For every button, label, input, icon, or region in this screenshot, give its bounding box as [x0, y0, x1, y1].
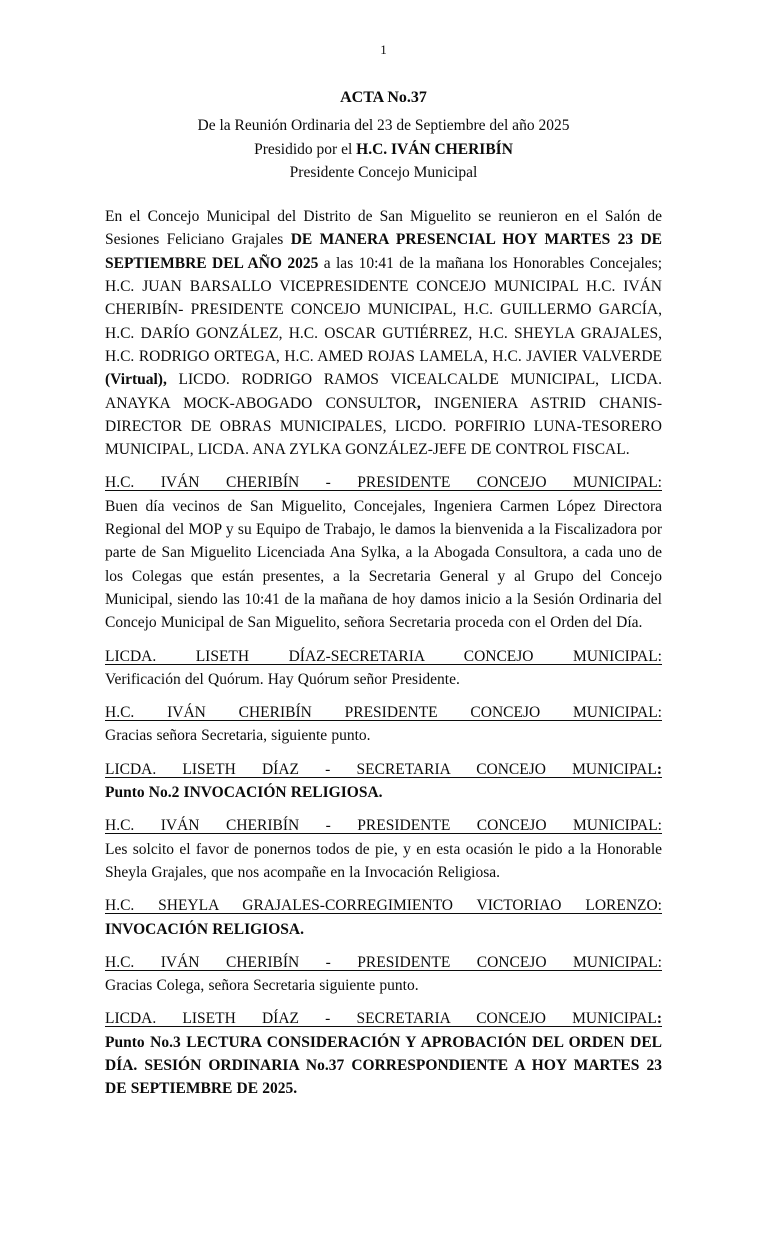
- speech-secretaria-punto-2: [105, 758, 662, 805]
- section-header: [105, 758, 662, 781]
- speech-presidente-gracias-1: [105, 701, 662, 748]
- text-run: H.C. IVÁN CHERIBÍN - PRESIDENTE CONCEJO MUNICIPAL:: [105, 817, 662, 835]
- text-run: Gracias Colega, señora Secretaria siguiente punto.: [105, 977, 419, 995]
- section-paragraph: [105, 724, 662, 747]
- text-run: En el Concejo Municipal del Distrito de San Miguelito se reunieron en el Salón de Sesiones Feliciano Grajales: [105, 208, 662, 249]
- text-run: Punto No.3 LECTURA CONSIDERACIÓN Y APROBACIÓN DEL ORDEN DEL DÍA. SESIÓN ORDINARIA No.37 CORRESPONDIENTE A HOY MARTES 23 DE SEPTIEMBRE DE 2025.: [105, 1033, 662, 1098]
- section-paragraph: [105, 918, 662, 941]
- text-run: H.C. IVÁN CHERIBÍN - PRESIDENTE CONCEJO MUNICIPAL:: [105, 953, 662, 971]
- subtitle-presided-prefix: Presidido por el: [254, 140, 357, 158]
- text-run: :: [656, 760, 662, 778]
- text-run: :: [656, 1010, 662, 1028]
- subtitle-presided-line: [105, 138, 662, 161]
- section-paragraph: [105, 1031, 662, 1101]
- text-run: Buen día vecinos de San Miguelito, Concejales, Ingeniera Carmen López Directora Regional del MOP y su Equipo de Trabajo, le damos la bienvenida a la Fiscalizadora por parte de San Miguelito Licenciada Ana Sylka, a la Abogada Consultora, a cada uno de los Colegas que están presentes, a la Secretaria General y al Grupo del Concejo Municipal, siendo las 10:41 de la mañana de hoy damos inicio a la Sesión Ordinaria del Concejo Municipal de San Miguelito, señora Secretaria proceda con el Orden del Día.: [105, 497, 662, 632]
- opening-attendance-paragraph: [105, 205, 662, 461]
- text-run: INVOCACIÓN RELIGIOSA.: [105, 920, 304, 938]
- document-subtitle: [105, 114, 662, 184]
- text-run: ,: [416, 394, 421, 412]
- text-run: Verificación del Quórum. Hay Quórum señor Presidente.: [105, 670, 460, 688]
- document-body: [105, 205, 662, 1100]
- section-header: [105, 1007, 662, 1030]
- text-run: LICDA. LISETH DÍAZ - SECRETARIA CONCEJO MUNICIPAL: [105, 760, 657, 778]
- text-run: Punto No.2 INVOCACIÓN RELIGIOSA.: [105, 784, 383, 802]
- text-run: a las 10:41 de la mañana los Honorables Concejales; H.C. JUAN BARSALLO VICEPRESIDENTE CONCEJO MUNICIPAL H.C. IVÁN CHERIBÍN- PRESIDENTE CONCEJO MUNICIPAL, H.C. GUILLERMO GARCÍA, H.C. DARÍO GONZÁLEZ, H.C. OSCAR GUTIÉRREZ, H.C. SHEYLA GRAJALES, H.C. RODRIGO ORTEGA, H.C. AMED ROJAS LAMELA, H.C. JAVIER VALVERDE: [105, 254, 663, 365]
- text-run: Les solcito el favor de ponernos todos de pie, y en esta ocasión le pido a la Honorable Sheyla Grajales, que nos acompañe en la Invocación Religiosa.: [105, 840, 662, 881]
- text-run: LICDO. RODRIGO RAMOS VICEALCALDE MUNICIPAL, LICDA. ANAYKA MOCK-ABOGADO CONSULTOR: [105, 371, 662, 412]
- text-run: INGENIERA ASTRID CHANIS-DIRECTOR DE OBRAS MUNICIPALES, LICDO. PORFIRIO LUNA-TESORERO MUNICIPAL, LICDA. ANA ZYLKA GONZÁLEZ-JEFE DE CONTROL FISCAL.: [105, 394, 662, 459]
- section-header: [105, 471, 662, 494]
- text-run: LICDA. LISETH DÍAZ - SECRETARIA CONCEJO MUNICIPAL: [105, 1010, 657, 1028]
- section-header: [105, 701, 662, 724]
- section-header: [105, 645, 662, 668]
- speech-secretaria-punto-3: [105, 1007, 662, 1100]
- speech-presidente-gracias-2: [105, 951, 662, 998]
- text-run: H.C. IVÁN CHERIBÍN - PRESIDENTE CONCEJO MUNICIPAL:: [105, 474, 662, 492]
- page-number: 1: [380, 42, 387, 57]
- subtitle-president-name: H.C. IVÁN CHERIBÍN: [356, 140, 513, 158]
- text-run: H.C. SHEYLA GRAJALES-CORREGIMIENTO VICTORIAO LORENZO:: [105, 897, 662, 915]
- section-header: [105, 894, 662, 917]
- speech-presidente-bienvenida: [105, 471, 662, 634]
- speech-presidente-invocacion: [105, 814, 662, 884]
- subtitle-meeting-line: De la Reunión Ordinaria del 23 de Septiembre del año 2025: [197, 117, 570, 135]
- text-run: LICDA. LISETH DÍAZ-SECRETARIA CONCEJO MUNICIPAL:: [105, 647, 662, 665]
- section-paragraph: [105, 781, 662, 804]
- section-header: [105, 951, 662, 974]
- text-run: (Virtual),: [105, 371, 167, 389]
- section-paragraph: [105, 205, 662, 461]
- section-paragraph: [105, 974, 662, 997]
- section-paragraph: [105, 668, 662, 691]
- speech-secretaria-quorum: [105, 645, 662, 692]
- section-header: [105, 814, 662, 837]
- subtitle-role-line: Presidente Concejo Municipal: [289, 163, 478, 181]
- speech-grajales-invocacion: [105, 894, 662, 941]
- section-paragraph: [105, 838, 662, 885]
- text-run: Gracias señora Secretaria, siguiente punto.: [105, 727, 371, 745]
- section-paragraph: [105, 495, 662, 635]
- text-run: H.C. IVÁN CHERIBÍN PRESIDENTE CONCEJO MUNICIPAL:: [105, 704, 662, 722]
- text-run: DE MANERA PRESENCIAL HOY MARTES 23 DE SEPTIEMBRE DEL AÑO 2025: [105, 231, 663, 272]
- document-title: ACTA No.37: [340, 89, 427, 106]
